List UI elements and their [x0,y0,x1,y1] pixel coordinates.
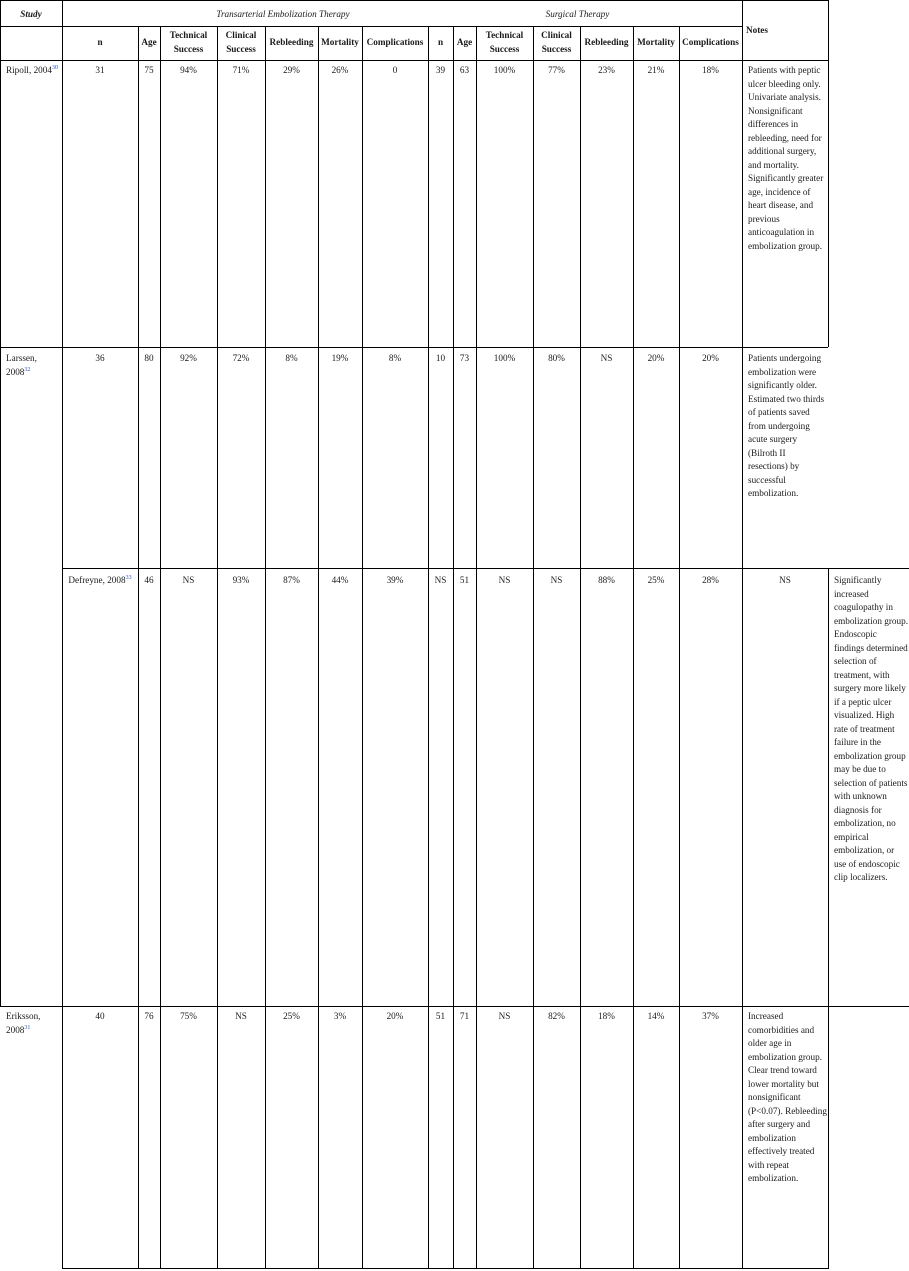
tae-age: 76 [144,1011,154,1021]
surg-rebleeding: 23% [598,65,615,75]
tae-clinical: 71% [232,65,250,75]
reference-link[interactable]: 31 [24,1024,31,1031]
tae-age: NS [182,575,195,585]
header-surg-complications: Complications [682,37,739,47]
surg-clinical: 82% [548,1011,565,1021]
surg-age: 71 [459,1011,470,1021]
study-cell [6,1010,60,1037]
header-tae-technical: Technical Success [169,30,208,54]
study-cell [6,64,60,78]
tae-n: 40 [95,1011,105,1021]
tae-mortality: 3% [333,1011,347,1021]
tae-mortality: 39% [386,575,404,585]
tae-complications: 20% [386,1011,404,1021]
surg-age: 73 [459,353,470,363]
surg-n: 10 [435,353,446,363]
tae-rebleeding: 29% [283,65,300,75]
surg-clinical: 80% [548,353,565,363]
surg-complications: 18% [702,65,719,75]
tae-complications: 0 [392,65,398,75]
surg-complications: 37% [702,1011,719,1021]
header-tae-age: Age [141,37,157,47]
tae-age: 75 [144,65,154,75]
study-name: Defreyne, 2008 [68,575,126,585]
surg-clinical: 88% [598,575,615,585]
surg-technical: NS [498,1011,511,1021]
tae-complications: 8% [388,353,402,363]
tae-clinical: 72% [232,353,250,363]
surg-mortality: 21% [647,65,665,75]
notes-cell: Patients with peptic ulcer bleeding only. Univariate analysis. Nonsignificant differences in rebleeding, need for additional surgery, and mortality. Significantly greater age, incidence of heart disease, and previous anticoagulation in embolization group. [748,65,824,251]
tae-rebleeding: 44% [331,575,349,585]
header-surg-n: n [437,37,444,47]
study-cell [62,574,138,588]
tae-n: 36 [95,353,105,363]
study-cell [6,352,60,379]
surg-technical: NS [550,575,563,585]
reference-link[interactable]: 30 [51,64,58,71]
tae-technical: 94% [180,65,197,75]
surg-complications: NS [779,575,791,585]
surg-complications: 20% [702,353,719,363]
header-surg-age: Age [456,37,473,47]
tae-clinical: NS [235,1011,247,1021]
surg-mortality: 20% [647,353,665,363]
header-tae-rebleeding: Rebleeding [269,37,314,47]
study-name: Ripoll, 2004 [6,65,52,75]
tae-mortality: 26% [331,65,349,75]
tae-mortality: 19% [331,353,349,363]
tae-n: 31 [95,65,105,75]
surg-rebleeding: NS [600,353,613,363]
reference-link[interactable]: 32 [24,366,31,373]
header-tae-mortality: Mortality [321,37,359,47]
header-surg-rebleeding: Rebleeding [584,37,629,47]
surg-technical: 100% [493,353,516,363]
header-surg-clinical: Clinical Success [541,30,572,54]
tae-n: 46 [144,575,154,585]
tae-rebleeding: 8% [285,353,298,363]
reference-link[interactable]: 33 [125,574,132,581]
surg-age: 63 [459,65,470,75]
surg-age: NS [498,575,511,585]
header-notes: Notes [746,25,768,35]
notes-cell: Increased comorbidities and older age in embolization group. Clear trend toward lower mortality but nonsignificant (P<0.07). Rebleeding after surgery and embolization effectively treated with repeat embolization. [748,1011,827,1183]
surg-n: 39 [435,65,446,75]
tae-age: 80 [144,353,154,363]
surg-n: 51 [459,575,470,585]
surg-n: 51 [435,1011,446,1021]
surg-rebleeding: 25% [647,575,665,585]
surg-rebleeding: 18% [598,1011,615,1021]
header-group-surgical: Surgical Therapy [545,9,610,19]
header-surg-technical: Technical Success [485,30,524,54]
notes-cell: Significantly increased coagulopathy in embolization group. Endoscopic findings determined selection of treatment, with surgery more likely if a peptic ulcer visualized. High rate of treatment failure in the embolization group may be due to selection of patients with unknown diagnosis for embolization, no empirical embolization, or use of endoscopic clip localizers. [834,575,908,882]
study-name: Eriksson, 2008 [6,1011,41,1035]
study-name: Larssen, 2008 [6,353,37,377]
surg-mortality: 14% [647,1011,665,1021]
header-group-embolization: Transarterial Embolization Therapy [216,9,350,19]
header-study: Study [20,9,42,19]
tae-technical: 93% [232,575,250,585]
header-tae-n: n [97,37,103,47]
tae-technical: 92% [180,353,197,363]
notes-cell: Patients undergoing embolization were significantly older. Estimated two thirds of patients saved from undergoing acute surgery (Bilroth II resections) by successful embolization. [748,353,825,498]
tae-complications: NS [434,575,447,585]
surg-mortality: 28% [702,575,719,585]
surg-technical: 100% [493,65,516,75]
header-tae-complications: Complications [366,37,424,47]
tae-rebleeding: 25% [283,1011,300,1021]
tae-clinical: 87% [283,575,300,585]
header-surg-mortality: Mortality [637,37,675,47]
tae-technical: 75% [180,1011,197,1021]
surg-clinical: 77% [548,65,565,75]
header-tae-clinical: Clinical Success [225,30,257,54]
